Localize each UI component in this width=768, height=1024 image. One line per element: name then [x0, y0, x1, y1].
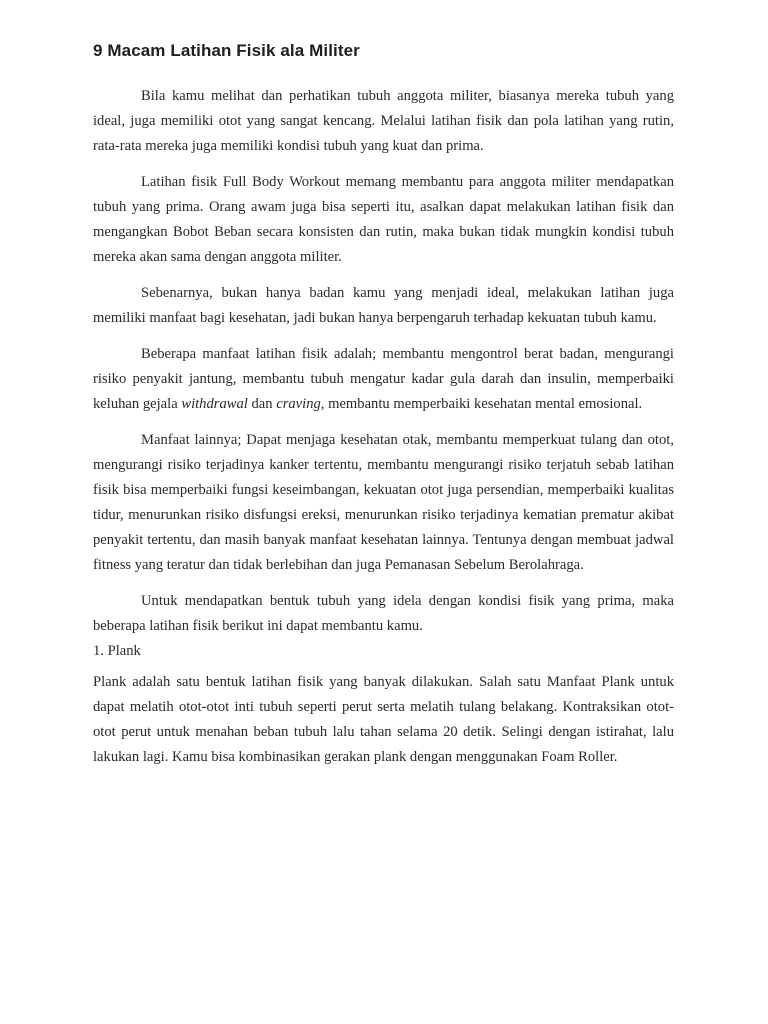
- paragraph-benefits-text-2: dan: [247, 396, 277, 412]
- list-heading-plank: 1. Plank: [93, 643, 141, 659]
- paragraph-full-body-workout: Latihan fisik Full Body Workout memang membantu para anggota militer mendapatkan tubuh yang prima. Orang awam juga bisa seperti itu, asalkan dapat melakukan latihan fisik dan mengangkan Bobot Beban secara konsisten dan rutin, maka bukan tidak mungkin kondisi tubuh mereka akan sama dengan anggota militer.: [93, 174, 674, 265]
- document-title: 9 Macam Latihan Fisik ala Militer: [93, 41, 360, 60]
- paragraph-other-benefits: Manfaat lainnya; Dapat menjaga kesehatan otak, membantu memperkuat tulang dan otot, mengurangi risiko terjadinya kanker tertentu, membantu mengurangi risiko terjatuh sebab latihan fisik bisa memperbaiki fungsi keseimbangan, kekuatan otot juga persendian, memperbaiki kualitas tidur, menurunkan risiko disfungsi ereksi, menurunkan risiko terjadinya kematian prematur akibat penyakit tertentu, dan masih banyak manfaat kesehatan lainnya. Tentunya dengan membuat jadwal fitness yang teratur dan tidak berlebihan dan juga Pemanasan Sebelum Berolahraga.: [93, 432, 674, 573]
- document-body: [93, 84, 674, 770]
- paragraph-benefits-italic-craving: craving,: [276, 396, 325, 412]
- paragraph-health-benefits-intro: Sebenarnya, bukan hanya badan kamu yang menjadi ideal, melakukan latihan juga memiliki manfaat bagi kesehatan, jadi bukan hanya berpengaruh terhadap kekuatan tubuh kamu.: [93, 285, 674, 326]
- paragraph-exercise-intro: Untuk mendapatkan bentuk tubuh yang idela dengan kondisi fisik yang prima, maka beberapa latihan fisik berikut ini dapat membantu kamu.: [93, 593, 674, 634]
- paragraph-benefits-list: [93, 342, 674, 417]
- paragraph-benefits-italic-withdrawal: withdrawal: [181, 396, 248, 412]
- paragraph-benefits-text-1: Beberapa manfaat latihan fisik adalah; membantu mengontrol berat badan, mengurangi risiko penyakit jantung, membantu tubuh mengatur kadar gula darah dan insulin, memperbaiki keluhan gejala: [93, 346, 674, 412]
- paragraph-plank: Plank adalah satu bentuk latihan fisik yang banyak dilakukan. Salah satu Manfaat Plank untuk dapat melatih otot-otot inti tubuh seperti perut serta melatih tulang belakang. Kontraksikan otot-otot perut untuk menahan beban tubuh lalu tahan selama 20 detik. Selingi dengan istirahat, lalu lakukan lagi. Kamu bisa kombinasikan gerakan plank dengan menggunakan Foam Roller.: [93, 674, 674, 765]
- paragraph-benefits-text-3: membantu memperbaiki kesehatan mental emosional.: [324, 396, 643, 412]
- paragraph-intro: Bila kamu melihat dan perhatikan tubuh anggota militer, biasanya mereka tubuh yang ideal, juga memiliki otot yang sangat kencang. Melalui latihan fisik dan pola latihan yang rutin, rata-rata mereka juga memiliki kondisi tubuh yang kuat dan prima.: [93, 88, 674, 154]
